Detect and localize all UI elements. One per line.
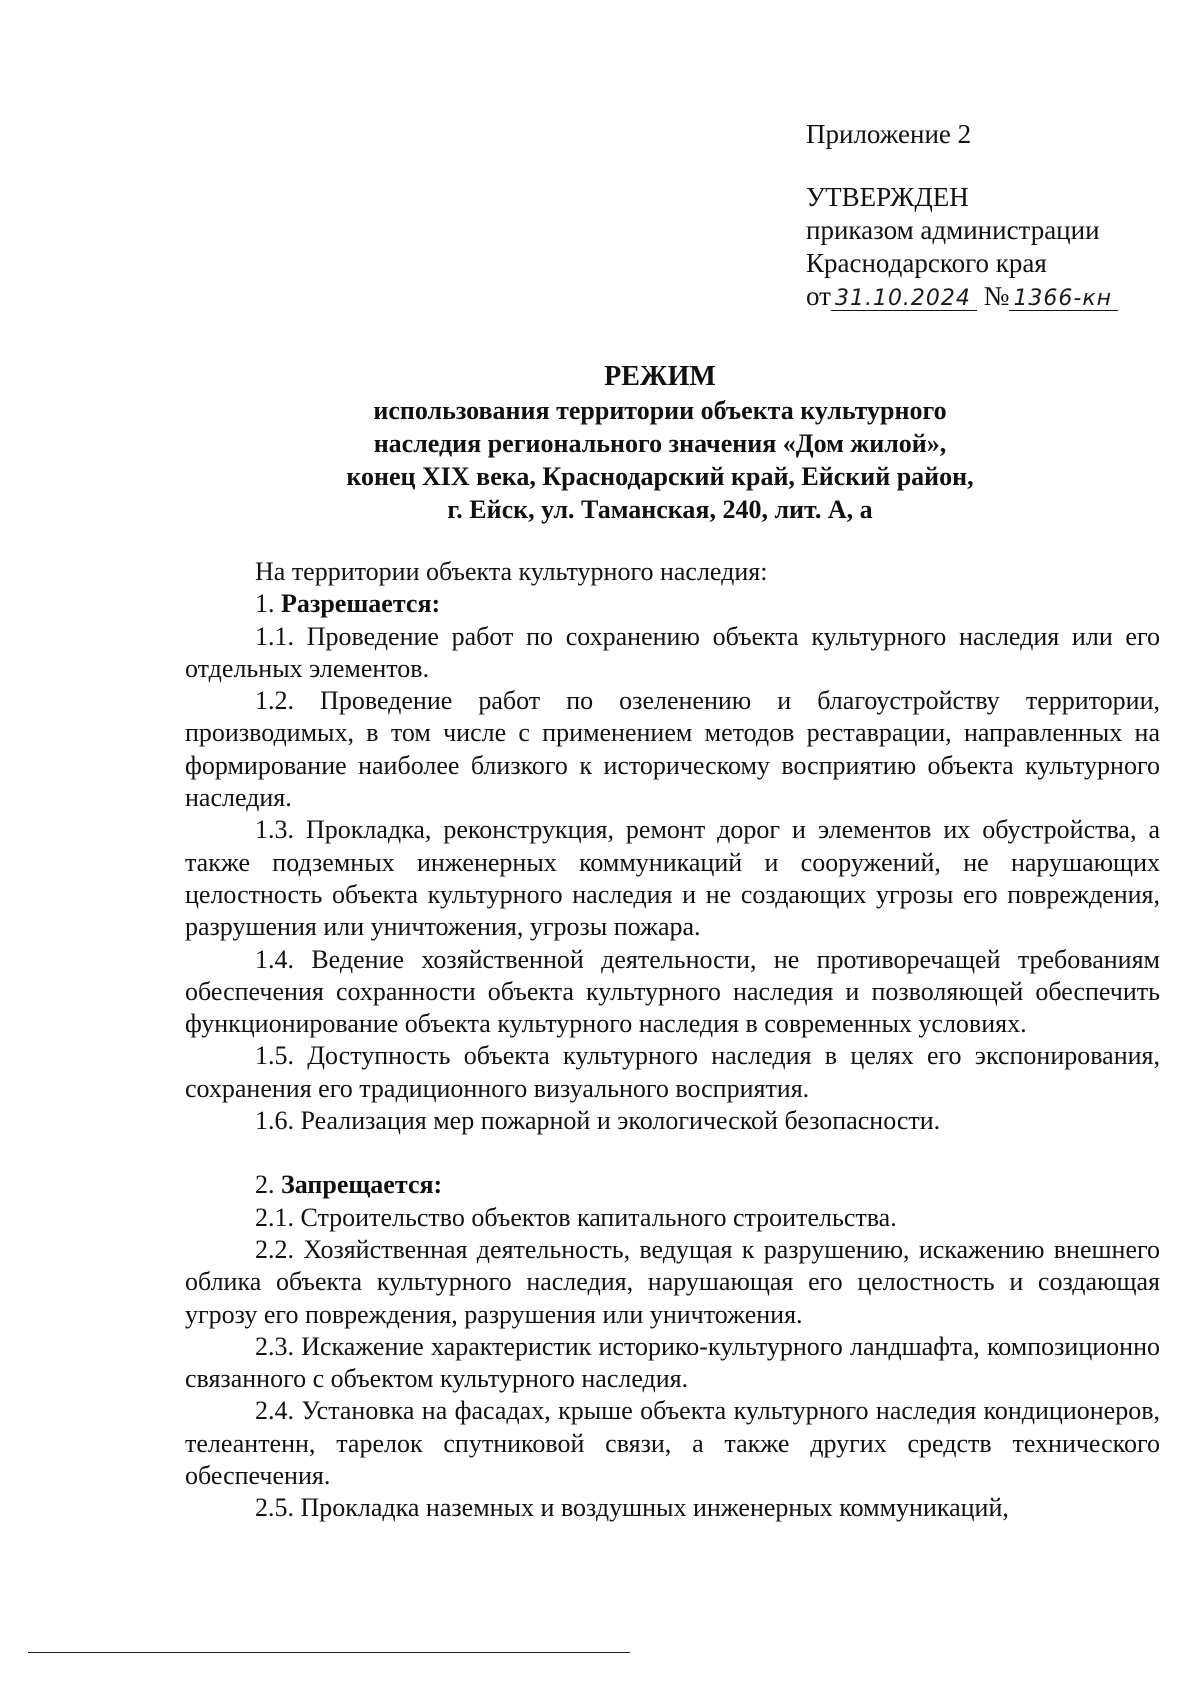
bottom-rule [28,1652,630,1653]
title-line-1: использования территории объекта культурного [373,396,947,425]
item-2-4: 2.4. Установка на фасадах, крыше объекта культурного наследия кондиционеров, телеантенн, тарелок спутниковой связи, а также других средств технического обеспечения. [185,1396,1160,1491]
document-body [185,556,1160,1525]
handwritten-date: 31.10.2024 [831,288,977,311]
approved-label: УТВЕРЖДЕН [806,182,969,212]
item-1-3: 1.3. Прокладка, реконструкция, ремонт дорог и элементов их обустройства, а также подземных инженерных коммуникаций и сооружений, не нарушающих целостность объекта культурного наследия и не создающих угрозы его повреждения, разрушения или уничтожения, угрозы пожара. [185,815,1160,942]
date-prefix: от [806,281,831,311]
item-1-5: 1.5. Доступность объекта культурного наследия в целях его экспонирования, сохранения его традиционного визуального восприятия. [185,1041,1160,1103]
handwritten-number: 1366-кн [1009,288,1118,311]
item-1-2: 1.2. Проведение работ по озеленению и благоустройству территории, производимых, в том числе с применением методов реставрации, направленных на формирование наиболее близкого к историческому восприятию объекта культурного наследия. [185,686,1160,813]
item-1-1: 1.1. Проведение работ по сохранению объекта культурного наследия или его отдельных элементов. [185,621,1160,683]
section-2-title: Запрещается: [281,1170,443,1200]
approval-block [806,118,1118,313]
section-2-number: 2. [255,1170,275,1200]
item-2-2: 2.2. Хозяйственная деятельность, ведущая к разрушению, искажению внешнего облика объекта культурного наследия, нарушающая его целостность и создающая угрозу его повреждения, разрушения или уничтожения. [185,1234,1160,1329]
title-line-4: г. Ейск, ул. Таманская, 240, лит. А, а [447,495,873,524]
title-line-2: наследия регионального значения «Дом жилой», [373,429,947,458]
item-1-6: 1.6. Реализация мер пожарной и экологической безопасности. [255,1106,941,1136]
approved-by-line-2: Краснодарского края [806,248,1047,278]
section-1-number: 1. [255,589,275,619]
section-1-heading [185,588,1160,620]
section-1-title: Разрешается: [281,589,441,619]
number-prefix: № [983,281,1010,311]
approval-date-number [806,280,1118,313]
section-2-heading [185,1169,1160,1201]
item-2-1: 2.1. Строительство объектов капитального строительства. [255,1202,897,1232]
item-2-3: 2.3. Искажение характеристик историко-культурного ландшафта, композиционно связанного с объектом культурного наследия. [185,1331,1160,1394]
item-1-4: 1.4. Ведение хозяйственной деятельности, не противоречащей требованиям обеспечения сохранности объекта культурного наследия и позволяющей обеспечить функционирование объекта культурного наследия в современных условиях. [185,944,1160,1039]
title-line-3: конец XIX века, Краснодарский край, Ейский район, [346,462,974,491]
appendix-label: Приложение 2 [806,119,972,149]
item-2-5: 2.5. Прокладка наземных и воздушных инженерных коммуникаций, [255,1493,1009,1523]
document-title [180,360,1140,526]
title-main: РЕЖИМ [604,361,716,392]
approved-by-line-1: приказом администрации [806,215,1100,245]
intro-paragraph: На территории объекта культурного наследия: [255,557,768,586]
